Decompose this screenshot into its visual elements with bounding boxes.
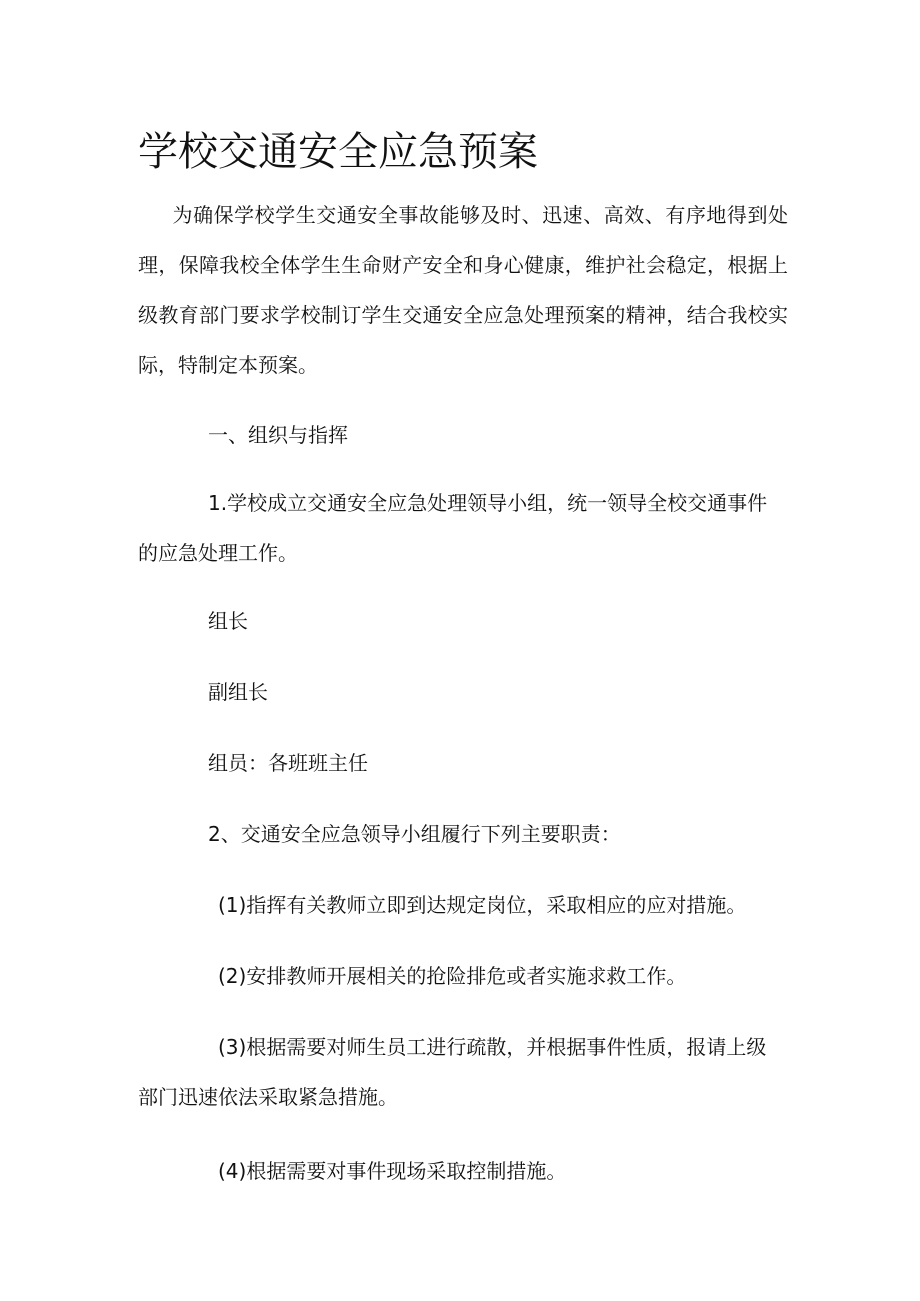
duty-4: (4)根据需要对事件现场采取控制措施。 [218,1159,567,1183]
item-1-line-2: 的应急处理工作。 [138,541,298,565]
section-heading: 一、组织与指挥 [208,423,348,447]
item-2: 2、交通安全应急领导小组履行下列主要职责： [208,822,621,846]
duty-1: (1)指挥有关教师立即到达规定岗位，采取相应的应对措施。 [218,893,747,917]
intro-text: 为确保学校学生交通安全事故能够及时、迅速、高效、有序地得到处理，保障我校全体学生生命财产安全和身心健康，维护社会稳定，根据上级教育部门要求学校制订学生交通安全应急处理预案的精神，结合我校实际，特制定本预案。 [138,203,788,377]
intro-paragraph [138,190,788,390]
duty-3-line-1: (3)根据需要对师生员工进行疏散，并根据事件性质，报请上级 [218,1035,767,1059]
leader-label: 组长 [208,609,248,633]
duty-3-line-2: 部门迅速依法采取紧急措施。 [138,1085,398,1109]
document-title: 学校交通安全应急预案 [138,129,538,175]
deputy-leader-label: 副组长 [208,680,268,704]
members-label: 组员：各班班主任 [208,751,368,775]
duty-2: (2)安排教师开展相关的抢险排危或者实施求救工作。 [218,964,687,988]
item-1-line-1: 1.学校成立交通安全应急处理领导小组，统一领导全校交通事件 [208,491,768,515]
